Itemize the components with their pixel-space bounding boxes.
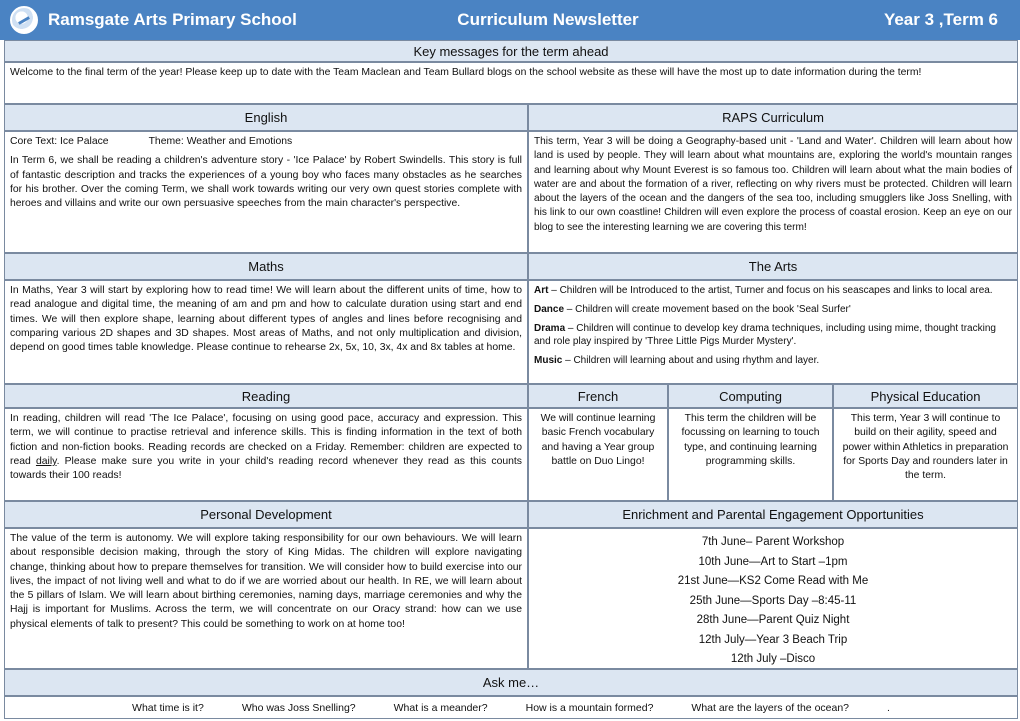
- enrichment-event: 10th June—Art to Start –1pm: [698, 555, 848, 568]
- enrichment-heading: Enrichment and Parental Engagement Opportunities: [528, 501, 1018, 528]
- maths-section: [4, 280, 528, 384]
- english-heading: English: [4, 104, 528, 131]
- personal-text: The value of the term is autonomy. We will explore taking responsibility for our own behaviours. We will learn about responsible decision making, through the story of King Midas. The children will explore navigating change, thinking about how to prepare themselves for transition. We will consider how to build exercise into our lives, the impact of not living well and what to do if we are worried about our health. In RE, we will learn about the 5 pillars of Islam. We will learn about birthing ceremonies, naming days, marriage ceremonies and why the Hajj is important for Muslims. Across the term, we will concentrate on our Oracy strand: how can we use physical elements of talk to present? This could be something to work on at home too!: [10, 533, 522, 630]
- ask-question: .: [887, 701, 890, 714]
- key-messages-heading: Key messages for the term ahead: [4, 40, 1018, 62]
- reading-section: [4, 408, 528, 501]
- ask-question: What is a meander?: [393, 701, 488, 714]
- arts-item-art: Art – Children will be Introduced to the artist, Turner and focus on his seascapes and links to local area.: [534, 285, 993, 296]
- english-theme: Theme: Weather and Emotions: [148, 136, 293, 147]
- year-term: Year 3 ,Term 6: [883, 10, 998, 29]
- ask-question: What time is it?: [132, 701, 204, 714]
- maths-heading: Maths: [4, 253, 528, 280]
- enrichment-event: 25th June—Sports Day –8:45-11: [689, 594, 857, 607]
- personal-heading: Personal Development: [4, 501, 528, 528]
- ask-me-heading: Ask me…: [4, 669, 1018, 696]
- french-text: We will continue learning basic French vocabulary and having a Year group battle on Duo Lingo!: [540, 413, 656, 467]
- reading-daily-emphasis: daily: [35, 455, 57, 467]
- personal-section: [4, 528, 528, 669]
- computing-heading: Computing: [668, 384, 833, 408]
- enrichment-section: [528, 528, 1018, 669]
- raps-heading: RAPS Curriculum: [528, 104, 1018, 131]
- raps-paragraph: This term, Year 3 will be doing a Geography-based unit - 'Land and Water'. Children will learn about how land is used by people. They will learn about what mountains are, exploring the world's mountain ranges and learning about why Mount Everest is so famous too. Children will learn about what the main bodies of water are and about the formation of a river, reflecting on why rivers must be protected. Children will learn about the layers of the ocean and the dangers of the sea too, including smugglers like Joss Snelling, with his link to our own coastline! Children will even explore the process of coastal erosion. Keep an eye on our blog to see the interesting learning we are covering this term!: [534, 136, 1012, 233]
- enrichment-event: 28th June—Parent Quiz Night: [696, 614, 850, 626]
- ask-question: What are the layers of the ocean?: [691, 701, 850, 714]
- school-name: Ramsgate Arts Primary School: [48, 10, 297, 29]
- pe-text: This term, Year 3 will continue to build on their agility, speed and power within Athletics in preparation for Sports Day and rounders later in the term.: [842, 413, 1009, 482]
- maths-text: In Maths, Year 3 will start by exploring how to read time! We will learn about the different units of time, how to read analogue and digital time, the meaning of am and pm and how to calculate duration using start and end times. We will then explore shape, learning about different types of angles and lines before recognising and comparing various 2D shapes and 3D shapes. Most areas of Maths, and not only multiplication and division, depend on good times table knowledge. Please continue to rehearse 2x, 5x, 10, 3x, 4x and 8x tables at home.: [10, 285, 522, 354]
- key-messages-text: Welcome to the final term of the year! Please keep up to date with the Team Maclean and Team Bullard blogs on the school website as these will have the most up to date information during the term!: [4, 62, 1018, 104]
- french-section: [528, 408, 668, 501]
- ask-question: How is a mountain formed?: [525, 701, 654, 714]
- pe-section: [833, 408, 1018, 501]
- computing-section: [668, 408, 833, 501]
- enrichment-event: 7th June– Parent Workshop: [701, 536, 845, 548]
- ask-question: Who was Joss Snelling?: [241, 701, 356, 714]
- enrichment-event: 12th July—Year 3 Beach Trip: [698, 633, 848, 646]
- newsletter-grid: [4, 40, 1018, 719]
- english-text: In Term 6, we shall be reading a children's adventure story - 'Ice Palace' by Robert Swindells. This story is full of fantastic description and tracks the experiences of a young boy who faces many obstacles as he searches for his brother. Over the coming Term, we shall work towards writing our very own quest stories complete with heroes and villains and write our own persuasive speeches from the main character's perspective.: [10, 155, 522, 210]
- arts-section: [528, 280, 1018, 384]
- french-heading: French: [528, 384, 668, 408]
- header-banner: [0, 0, 1020, 40]
- reading-heading: Reading: [4, 384, 528, 408]
- ask-me-questions: [4, 696, 1018, 719]
- arts-item-dance: Dance – Children will create movement based on the book 'Seal Surfer': [534, 304, 851, 315]
- arts-item-drama: Drama – Children will continue to develop key drama techniques, including using mime, thought tracking and role play inspired by 'Three Little Pigs Murder Mystery'.: [534, 323, 996, 347]
- computing-text: This term the children will be focussing on learning to touch type, and continuing learning programming skills.: [681, 413, 820, 467]
- school-logo-icon: [10, 6, 38, 34]
- english-section: [4, 131, 528, 253]
- enrichment-event: 12th July –Disco: [730, 653, 816, 665]
- reading-text: In reading, children will read 'The Ice Palace', focusing on using good pace, accuracy and expression. This term, we will continue to practise retrieval and inference skills. This is finding information in the text of both fiction and non-fiction books. Reading records are checked on a Friday. Remember: children are expected to read daily. Please make sure you write in your child's reading record whenever they read as this counts towards their 100 reads!: [10, 413, 523, 482]
- newsletter-title: Curriculum Newsletter: [457, 10, 639, 29]
- pe-heading: Physical Education: [833, 384, 1018, 408]
- english-core-text: Core Text: Ice Palace: [10, 136, 109, 147]
- arts-item-music: Music – Children will learning about and using rhythm and layer.: [534, 355, 820, 366]
- raps-text: [528, 131, 1018, 253]
- arts-heading: The Arts: [528, 253, 1018, 280]
- enrichment-event: 21st June—KS2 Come Read with Me: [677, 575, 869, 587]
